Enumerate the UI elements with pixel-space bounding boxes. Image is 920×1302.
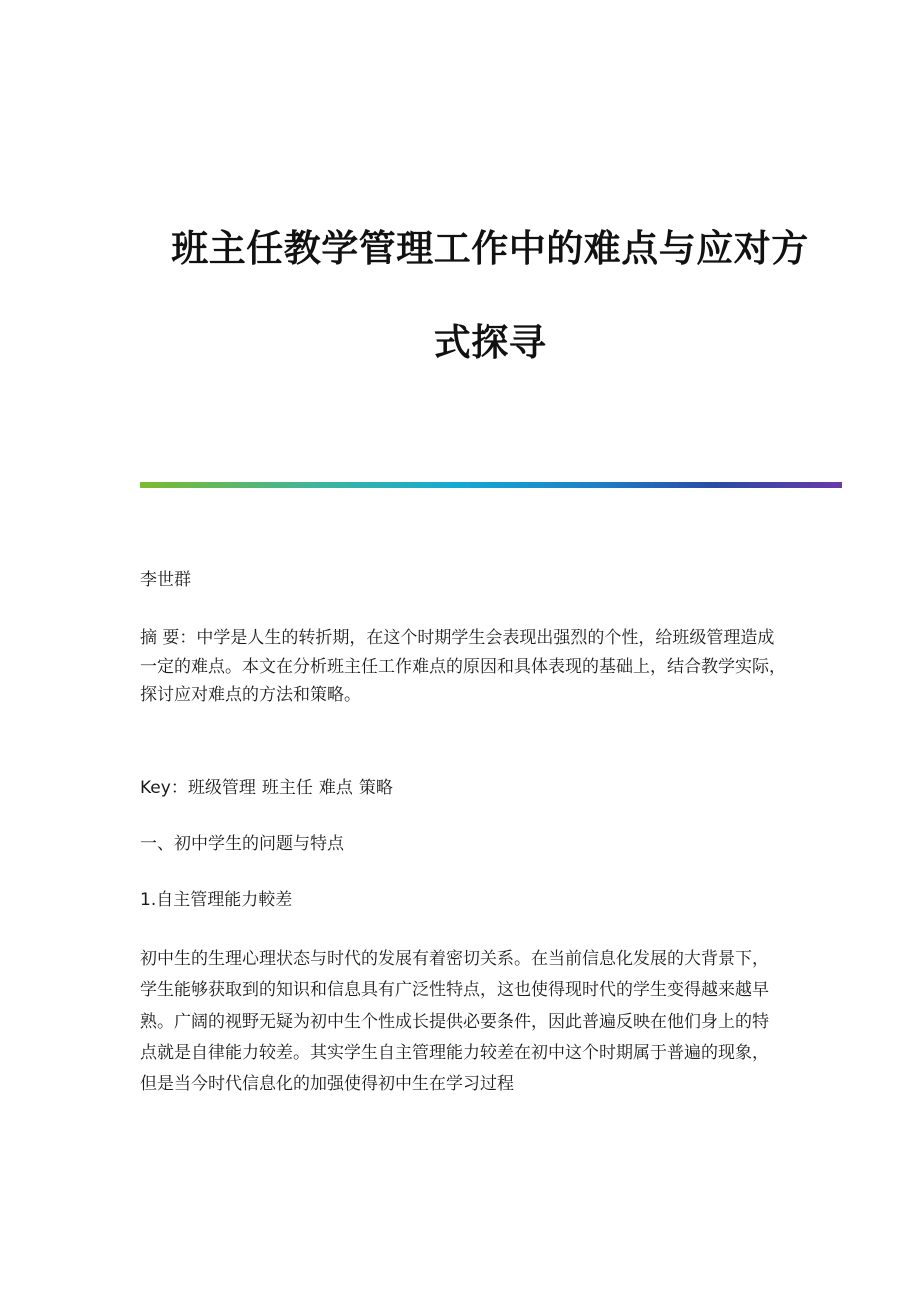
- body-paragraph: 初中生的生理心理状态与时代的发展有着密切关系。在当前信息化发展的大背景下，学生能够获取到的知识和信息具有广泛性特点，这也使得现时代的学生变得越来越早熟。广阔的视野无疑为初中生个性成长提供必要条件，因此普遍反映在他们身上的特点就是自律能力较差。其实学生自主管理能力较差在初中这个时期属于普遍的现象，但是当今时代信息化的加强使得初中生在学习过程: [140, 949, 769, 1095]
- keywords-label: Key：: [140, 778, 188, 798]
- abstract-label: 摘 要：: [140, 628, 197, 648]
- abstract-text: 中学是人生的转折期，在这个时期学生会表现出强烈的个性，给班级管理造成一定的难点。本文在分析班主任工作难点的原因和具体表现的基础上，结合教学实际，探讨应对难点的方法和策略。: [140, 628, 786, 705]
- subsection-heading: 1.自主管理能力較差: [140, 890, 293, 910]
- document-title-line-2: 式探寻: [433, 321, 547, 364]
- keyword-item: 班级管理: [187, 778, 256, 798]
- keyword-item: 班主任: [261, 778, 313, 798]
- title-divider-rule: [140, 482, 842, 488]
- abstract: [140, 624, 790, 710]
- document-title-line-1: 班主任教学管理工作中的难点与应对方: [171, 227, 809, 270]
- keyword-item: 策略: [358, 778, 393, 798]
- section-heading: 一、初中学生的问题与特点: [140, 834, 344, 854]
- keyword-item: 难点: [318, 778, 353, 798]
- keywords: [140, 776, 790, 800]
- author-name: 李世群: [140, 570, 191, 590]
